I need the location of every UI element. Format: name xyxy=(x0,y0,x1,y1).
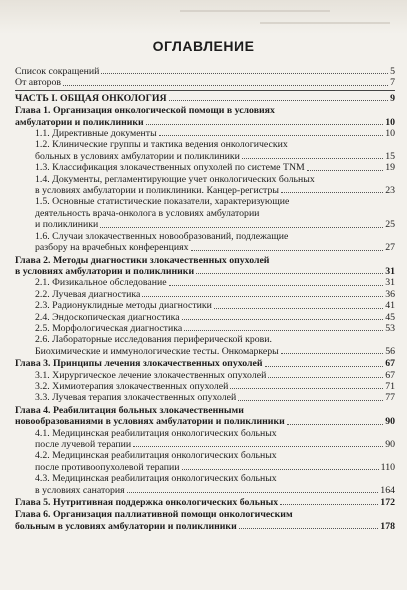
toc-entry[interactable] xyxy=(15,497,395,508)
dot-leader xyxy=(101,73,388,74)
dot-leader xyxy=(281,192,383,193)
toc-page-number: 71 xyxy=(385,380,395,392)
toc-entry[interactable] xyxy=(15,450,395,473)
toc-entry-text: 2.6. Лабораторные исследования периферической крови. xyxy=(35,334,272,346)
toc-entry[interactable] xyxy=(15,231,395,254)
toc-entry-text: больным в условиях амбулатории и поликлиники xyxy=(15,520,237,532)
toc-entry-text: От авторов xyxy=(15,77,62,89)
toc-entry-text: Глава 3. Принципы лечения злокачественных опухолей xyxy=(15,358,263,370)
toc-entry-text: разбору на врачебных конференциях xyxy=(35,242,189,254)
bleed-line xyxy=(260,22,390,24)
toc-entry-text: 1.4. Документы, регламентирующие учет онкологических больных xyxy=(35,173,315,185)
toc-entry-text: ЧАСТЬ I. ОБЩАЯ ОНКОЛОГИЯ xyxy=(15,92,167,104)
toc-entry[interactable] xyxy=(15,358,395,369)
dot-leader xyxy=(182,469,379,470)
toc-entry-text: новообразованиями в условиях амбулатории и поликлиники xyxy=(15,416,285,428)
toc-page-number: 5 xyxy=(390,66,395,77)
toc-page-number: 10 xyxy=(385,116,395,128)
toc-entry-text: Список сокращений xyxy=(15,66,100,77)
toc-entry-text: после лучевой терапии xyxy=(35,439,132,450)
toc-page-number: 67 xyxy=(385,358,395,370)
dot-leader xyxy=(191,250,384,251)
dot-leader xyxy=(242,158,383,159)
toc-page-number: 164 xyxy=(380,484,395,496)
toc-page-number: 90 xyxy=(385,439,395,450)
toc-page-number: 23 xyxy=(385,185,395,197)
toc-entry[interactable] xyxy=(15,77,395,88)
toc-page-number: 45 xyxy=(385,311,395,323)
toc-entry[interactable] xyxy=(15,289,395,300)
dot-leader xyxy=(238,400,383,401)
dot-leader xyxy=(182,319,384,320)
toc-entry[interactable] xyxy=(15,277,395,288)
dot-leader xyxy=(133,446,383,447)
toc-entry-text: после противоопухолевой терапии xyxy=(35,461,180,473)
toc-entry-text: 1.3. Классификация злокачественных опухолей по системе TNM xyxy=(35,162,305,174)
toc-entry-text: амбулатории и поликлиники xyxy=(15,116,144,128)
toc-entry-text: Глава 4. Реабилитация больных злокачественными xyxy=(15,404,244,416)
toc-page-number: 36 xyxy=(385,288,395,300)
toc-entry[interactable] xyxy=(15,255,395,278)
toc-page-number: 15 xyxy=(385,150,395,162)
dot-leader xyxy=(127,492,379,493)
toc-page-number: 10 xyxy=(385,128,395,140)
toc-entry-text: Глава 1. Организация онкологической помощи в условиях xyxy=(15,105,275,117)
toc-entry-text: 3.2. Химиотерапия злокачественных опухолей xyxy=(35,380,229,392)
dot-leader xyxy=(63,85,388,86)
dot-leader xyxy=(268,377,383,378)
toc-entry[interactable] xyxy=(15,334,395,357)
toc-entry[interactable] xyxy=(15,196,395,230)
toc-entry-text: 2.5. Морфологическая диагностика xyxy=(35,322,183,334)
toc-page-number: 110 xyxy=(380,461,395,473)
toc-entry-text: Глава 2. Методы диагностики злокачественных опухолей xyxy=(15,254,270,266)
toc-entry[interactable] xyxy=(15,66,395,77)
toc-entry[interactable] xyxy=(15,323,395,334)
toc-entry-text: в условиях амбулатории и поликлиники xyxy=(15,265,195,277)
toc-entry[interactable] xyxy=(15,381,395,392)
toc-entry[interactable] xyxy=(15,405,395,428)
toc-entry[interactable] xyxy=(15,370,395,381)
toc-entry-text: 2.3. Радионуклидные методы диагностики xyxy=(35,300,212,312)
table-of-contents xyxy=(15,66,395,532)
dot-leader xyxy=(100,227,383,228)
toc-entry-text: 4.2. Медицинская реабилитация онкологических больных xyxy=(35,450,277,462)
dot-leader xyxy=(159,135,384,136)
dot-leader xyxy=(281,353,383,354)
toc-entry[interactable] xyxy=(15,428,395,451)
dot-leader xyxy=(214,308,383,309)
toc-entry-text: 1.6. Случаи злокачественных новообразований, подлежащие xyxy=(35,230,289,242)
dot-leader xyxy=(265,366,384,367)
toc-page-number: 19 xyxy=(385,162,395,174)
separator-line xyxy=(15,90,395,91)
toc-entry-text: 1.5. Основные статистические показатели, характеризующие xyxy=(35,196,290,208)
toc-page-number: 53 xyxy=(385,322,395,334)
toc-entry-text: в условиях амбулатории и поликлиники. Канцер-регистры xyxy=(35,185,279,197)
dot-leader xyxy=(184,330,383,331)
toc-entry[interactable] xyxy=(15,139,395,162)
dot-leader xyxy=(239,528,379,529)
toc-entry[interactable] xyxy=(15,473,395,496)
dot-leader xyxy=(280,504,378,505)
toc-entry-text: 1.1. Директивные документы xyxy=(35,128,157,140)
dot-leader xyxy=(230,388,383,389)
toc-page-number: 31 xyxy=(385,265,395,277)
bleed-through-header xyxy=(0,0,407,34)
bleed-line xyxy=(180,10,330,12)
toc-entry[interactable] xyxy=(15,128,395,139)
toc-entry[interactable] xyxy=(15,93,395,104)
dot-leader xyxy=(287,424,383,425)
toc-page-number: 67 xyxy=(385,369,395,381)
toc-entry[interactable] xyxy=(15,312,395,323)
toc-entry[interactable] xyxy=(15,509,395,532)
dot-leader xyxy=(307,170,383,171)
toc-page-number: 31 xyxy=(385,277,395,289)
toc-entry-text: и поликлиники xyxy=(35,219,99,231)
toc-entry-text: 4.1. Медицинская реабилитация онкологических больных xyxy=(35,427,277,439)
toc-page-number: 25 xyxy=(385,219,395,231)
toc-entry[interactable] xyxy=(15,174,395,197)
dot-leader xyxy=(146,124,384,125)
toc-page-number: 7 xyxy=(390,77,395,89)
toc-entry-text: 2.4. Эндоскопическая диагностика xyxy=(35,311,180,323)
toc-entry[interactable] xyxy=(15,162,395,173)
toc-entry-text: 1.2. Клинические группы и тактика ведения онкологических xyxy=(35,139,288,151)
toc-entry-text: Биохимические и иммунологические тесты. Онкомаркеры xyxy=(35,345,279,357)
toc-page-number: 41 xyxy=(385,300,395,312)
toc-entry-text: деятельность врача-онколога в условиях амбулатории xyxy=(35,207,260,219)
toc-entry-text: Глава 5. Нутритивная поддержка онкологических больных xyxy=(15,497,279,509)
toc-entry-text: больных в условиях амбулатории и поликлиники xyxy=(35,150,240,162)
dot-leader xyxy=(142,296,383,297)
toc-entry-text: 2.2. Лучевая диагностика xyxy=(35,288,141,300)
toc-page-number: 172 xyxy=(380,497,395,509)
toc-page-number: 178 xyxy=(380,520,395,532)
toc-page-number: 27 xyxy=(385,242,395,254)
toc-entry[interactable] xyxy=(15,300,395,311)
page-title: ОГЛАВЛЕНИЕ xyxy=(152,38,255,54)
toc-entry-text: 4.3. Медицинская реабилитация онкологических больных xyxy=(35,473,277,485)
toc-entry-text: 3.3. Лучевая терапия злокачественных опухолей xyxy=(35,392,237,404)
dot-leader xyxy=(169,100,389,101)
toc-entry-text: Глава 6. Организация паллиативной помощи онкологическим xyxy=(15,509,293,521)
toc-page-number: 90 xyxy=(385,416,395,428)
toc-page-number: 9 xyxy=(390,92,395,104)
toc-entry-text: 2.1. Физикальное обследование xyxy=(35,277,167,289)
toc-entry[interactable] xyxy=(15,105,395,128)
toc-entry-text: в условиях санатория xyxy=(35,484,125,496)
toc-entry[interactable] xyxy=(15,392,395,403)
toc-page-number: 56 xyxy=(385,345,395,357)
toc-page-number: 77 xyxy=(385,392,395,404)
dot-leader xyxy=(169,285,384,286)
toc-entry-text: 3.1. Хирургическое лечение злокачественных опухолей xyxy=(35,369,267,381)
dot-leader xyxy=(196,273,383,274)
